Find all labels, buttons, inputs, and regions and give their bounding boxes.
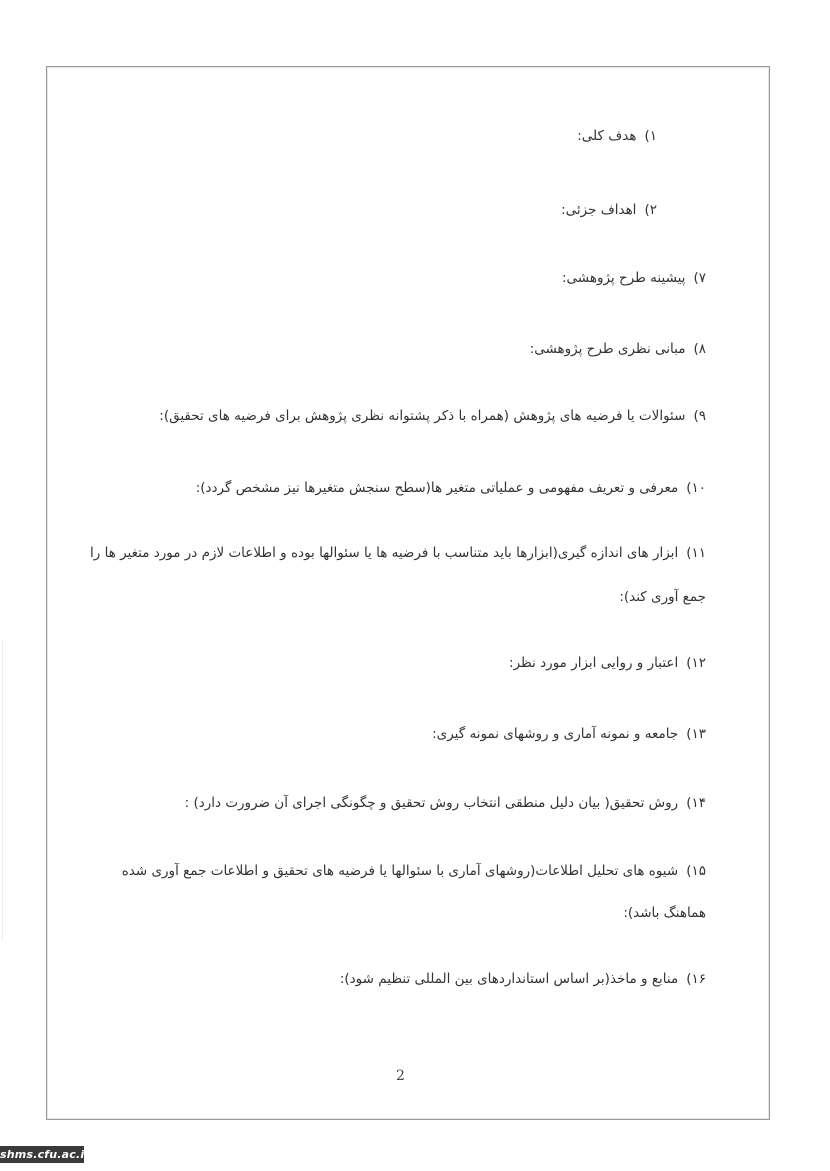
site-watermark: shms.cfu.ac.ir xyxy=(0,1148,90,1161)
item-text: اهداف جزئی: xyxy=(561,202,637,218)
item-9 xyxy=(159,404,706,428)
item-11-continuation xyxy=(619,585,706,609)
item-text: سئوالات یا فرضیه های پژوهش (همراه با ذکر پشتوانه نظری پژوهش برای فرضیه های تحقیق): xyxy=(159,408,686,424)
item-12 xyxy=(509,651,706,675)
item-1 xyxy=(577,124,657,148)
item-13 xyxy=(432,722,706,746)
item-text-continued: جمع آوری کند): xyxy=(619,589,706,605)
item-number: ۱۳) xyxy=(686,726,706,742)
item-text-continued: هماهنگ باشد): xyxy=(623,905,706,921)
page-number: 2 xyxy=(396,1068,405,1084)
item-16 xyxy=(340,967,706,991)
item-14 xyxy=(185,791,706,815)
scan-edge xyxy=(2,640,3,940)
item-number: ۱۲) xyxy=(686,655,706,671)
item-11 xyxy=(70,541,706,565)
item-15-continuation xyxy=(623,901,706,925)
item-number: ۱۵) xyxy=(686,863,706,879)
item-number: ۸) xyxy=(693,341,706,357)
item-7 xyxy=(562,266,706,290)
item-number: ۲) xyxy=(644,202,657,218)
item-text: ابزار های اندازه گیری(ابزارها باید متناسب با فرضیه ها یا سئوالها بوده و اطلاعات لازم در مورد متغیر ها را xyxy=(90,545,679,561)
item-15 xyxy=(70,859,706,883)
item-number: ۱۱) xyxy=(686,545,706,561)
item-number: ۱۶) xyxy=(686,971,706,987)
item-text: اعتبار و روایی ابزار مورد نظر: xyxy=(509,655,679,671)
item-text: منابع و ماخذ(بر اساس استانداردهای بین المللی تنظیم شود): xyxy=(339,971,679,987)
item-number: ۹) xyxy=(693,408,706,424)
item-2 xyxy=(561,198,657,222)
item-text: هدف کلی: xyxy=(577,128,637,144)
item-number: ۱۰) xyxy=(686,480,706,496)
item-text: روش تحقیق( بیان دلیل منطقی انتخاب روش تحقیق و چگونگی اجرای آن ضرورت دارد) : xyxy=(184,795,679,811)
item-number: ۱) xyxy=(644,128,657,144)
item-text: مبانی نظری طرح پژوهشی: xyxy=(529,341,686,357)
item-text: پیشینه طرح پژوهشی: xyxy=(562,270,686,286)
item-number: ۷) xyxy=(693,270,706,286)
item-text: معرفی و تعریف مفهومی و عملیاتی متغیر ها(سطح سنجش متغیرها نیز مشخص گردد): xyxy=(195,480,679,496)
item-number: ۱۴) xyxy=(686,795,706,811)
item-10 xyxy=(196,476,706,500)
item-text: جامعه و نمونه آماری و روشهای نمونه گیری: xyxy=(432,726,679,742)
item-8 xyxy=(530,337,706,361)
item-text: شیوه های تحلیل اطلاعات(روشهای آماری با سئوالها یا فرضیه های تحقیق و اطلاعات جمع آوری شده xyxy=(121,863,679,879)
